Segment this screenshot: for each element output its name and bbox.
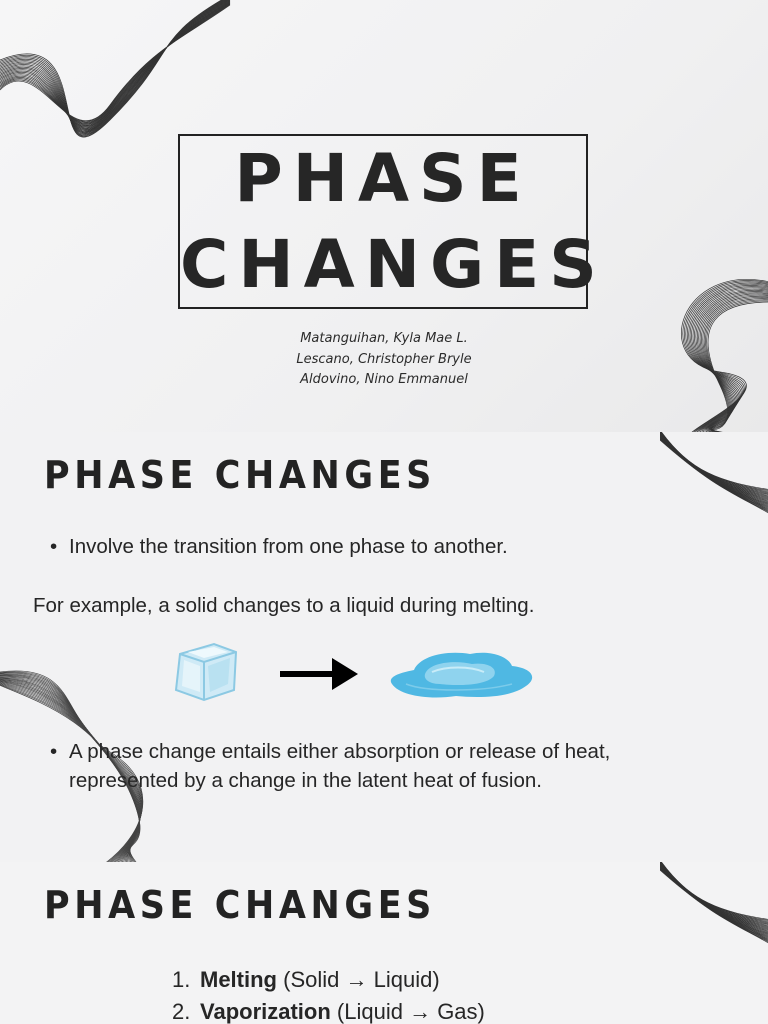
bullet-point [50, 532, 670, 561]
list-number: 1. [172, 967, 191, 992]
author-name: Lescano, Christopher Bryle [296, 351, 472, 367]
title-slide [0, 0, 768, 432]
list-number: 2. [172, 999, 191, 1024]
author-list [0, 329, 768, 391]
wave-lines-decoration-top-right [660, 432, 768, 517]
bullet-text: A phase change entails either absorption or release of heat, represented by a change in the latent heat of fusion. [69, 740, 611, 792]
list-item [172, 996, 485, 1024]
author-name: Aldovino, Nino Emmanuel [300, 372, 468, 387]
list-term: Melting [200, 967, 277, 992]
phase-changes-list-slide [0, 862, 768, 1024]
bullet-icon: • [50, 535, 58, 558]
water-puddle-icon [386, 646, 538, 702]
ice-cube-icon [170, 638, 242, 704]
bullet-icon: • [50, 740, 58, 763]
phase-changes-slide [0, 432, 768, 862]
list-term: Vaporization [200, 999, 331, 1024]
list-item [172, 964, 485, 996]
example-text: For example, a solid changes to a liquid during melting. [33, 594, 535, 617]
title-line-2: CHANGES [180, 226, 607, 303]
phase-change-list [172, 964, 485, 1024]
bullet-point [50, 737, 650, 795]
list-detail: (Liquid → Gas) [336, 999, 485, 1024]
title-box [178, 134, 607, 309]
author-name: Matanguihan, Kyla Mae L. [300, 331, 468, 346]
wave-lines-decoration-top-right [660, 862, 768, 947]
title-line-1: PHASE [234, 140, 532, 217]
arrow-right-icon [278, 656, 360, 692]
bullet-text: Involve the transition from one phase to another. [69, 535, 508, 558]
slide-heading: PHASE CHANGES [44, 453, 436, 497]
list-detail: (Solid → Liquid) [283, 967, 440, 992]
slide-heading: PHASE CHANGES [44, 883, 436, 927]
